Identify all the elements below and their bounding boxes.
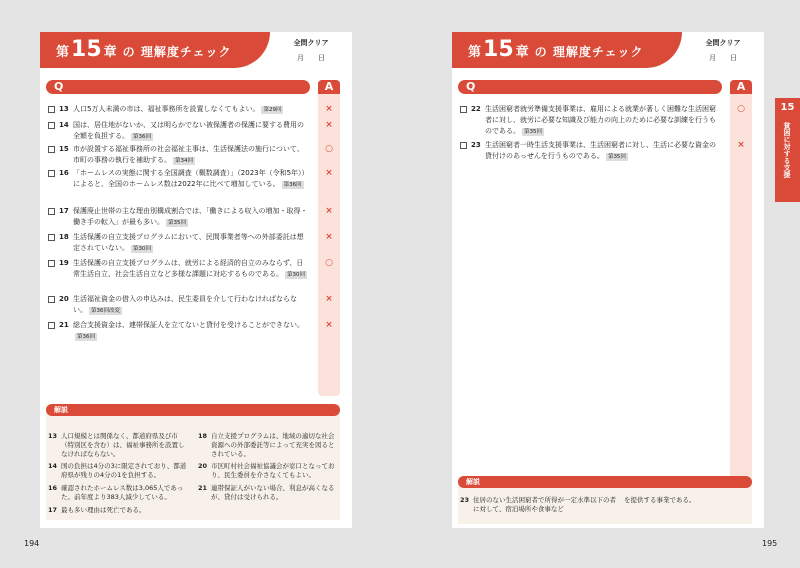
side-tab-label: 貧困に対する支援 [783,122,791,178]
question-text: 生活困窮者就労準備支援事業は、雇用による就業が著しく困難な生活困窮者に対し、就労に必要な知識及び能力の向上のために必要な訓練を行うものである。 [485,105,716,135]
q-label: Q [54,80,64,93]
answer-mark: × [325,104,333,114]
explanation-item [460,496,620,514]
chapter-header [40,32,270,68]
question-number: 19 [59,259,69,267]
question-text: 保護廃止世帯の主な理由別構成割合では、「働きによる収入の増加・取得・働き手の転入」が最も多い。 [73,207,308,226]
explanation-number: 23 [460,496,470,504]
question-text: 「ホームレスの実態に関する全国調査（概数調査）」（2023年（令和5年））によると、全国のホームレス数は2022年に比べて増加している。 [73,169,309,188]
chapter-number: 15 [483,37,514,62]
question-item [460,140,722,162]
checkbox[interactable] [460,106,467,113]
source-badge: 第36回 [133,134,151,140]
chapter-suffix: 章 [515,45,529,60]
source-badge: 第35回 [607,154,626,160]
checkbox[interactable] [48,122,55,129]
question-text: 生活福祉資金の借入の申込みは、民生委員を介して行わなければならない。 [73,295,297,314]
source-badge: 第36回 [283,182,302,188]
month-label: 月 [297,54,304,62]
checkbox[interactable] [460,142,467,149]
question-number: 16 [59,169,69,177]
answer-mark: ○ [325,144,333,154]
day-label: 日 [730,54,737,62]
explanation-item [48,506,188,515]
chapter-side-tab[interactable] [775,98,800,202]
clear-label: 全問クリア [705,39,741,47]
question-number: 20 [59,295,69,303]
question-item [48,232,310,254]
checkbox[interactable] [48,146,55,153]
checkbox[interactable] [48,260,55,267]
a-label: A [730,80,752,94]
source-badge: 第34回 [175,158,193,164]
answer-mark: × [325,320,333,330]
explanation-item-cont [624,496,744,505]
source-badge: 第35回 [524,129,542,135]
checkbox[interactable] [48,234,55,241]
a-label: A [318,80,340,94]
answer-mark: × [325,232,333,242]
explanation-header [46,404,340,416]
answer-mark: × [325,120,333,130]
month-label: 月 [709,54,716,62]
question-number: 13 [59,105,69,113]
question-item [48,294,310,316]
checkbox[interactable] [48,170,55,177]
question-item [48,206,310,228]
question-number: 23 [471,141,481,149]
checkbox[interactable] [48,106,55,113]
question-text: 生活保護の自立支援プログラムにおいて、民間事業者等への外部委託は想定されていない。 [73,233,304,252]
question-text: 総合支援資金は、連帯保証人を立てないと貸付を受けることができない。 [73,321,304,329]
source-badge: 第36回改変 [91,308,120,314]
question-item [460,104,722,137]
explanation-item [198,462,338,480]
answer-mark: ○ [737,104,745,114]
chapter-title [56,37,231,62]
clear-date-box [688,38,758,63]
source-badge: 第29回 [263,107,282,113]
checkbox[interactable] [48,208,55,215]
page-number-right: 195 [762,539,778,548]
side-tab-number: 15 [780,102,795,113]
explanation-text: 住居のない生活困窮者で所得が一定水準以下の者に対して、宿泊場所や食事など [473,496,616,513]
explanation-text: 人口規模とは関係なく、都道府県及び市（特別区を含む）は、福祉事務所を設置しなければならない。 [61,432,185,458]
explanation-text: 自立支援プログラムは、地域の適切な社会資源への外部委託等によって充実を図るとされている。 [211,432,335,458]
explanation-item [48,484,188,502]
question-item [48,120,310,142]
explanation-number: 14 [48,462,58,470]
question-item [48,168,310,190]
question-number: 21 [59,321,69,329]
explanation-text: 確認されたホームレス数は3,065人であった。前年度より383人減少している。 [61,484,184,501]
explanation-item [48,432,188,459]
question-item [48,320,310,342]
explanation-number: 18 [198,432,208,440]
explanation-number: 17 [48,506,58,514]
answer-mark: ○ [325,258,333,268]
source-badge: 第35回 [168,220,186,226]
question-text: 生活保護の自立支援プログラムは、就労による経済的自立のみならず、日常生活自立、社会生活自立など多様な課題に対応するものである。 [73,259,304,278]
chapter-header [452,32,682,68]
question-item [48,104,310,115]
chapter-prefix: 第 [56,45,70,60]
day-label: 日 [318,54,325,62]
question-item [48,258,310,280]
clear-date-box [276,38,346,63]
explanation-number: 13 [48,432,58,440]
explanation-text: 国の負担は4分の3に限定されており、都道府県が残りの4分の1を負担する。 [61,462,187,479]
left-page [40,32,352,528]
question-header [46,80,310,94]
explanation-item [198,484,338,502]
q-label: Q [466,80,476,93]
question-header [458,80,722,94]
explanation-text: 最も多い理由は死亡である。 [61,506,146,514]
chapter-suffix: 章 [103,45,117,60]
question-text: 市が設置する福祉事務所の社会福祉主事は、生活保護法の施行について、市町の事務の執行を補助する。 [73,145,304,164]
explanation-header [458,476,752,488]
explanation-label: 解説 [54,406,68,414]
checkbox[interactable] [48,296,55,303]
chapter-title-text: の 理解度チェック [534,45,644,59]
explanation-number: 20 [198,462,208,470]
source-badge: 第30回 [133,246,151,252]
chapter-prefix: 第 [468,45,482,60]
question-text: 国は、居住地がないか、又は明らかでない被保護者の保護に要する費用の全額を負担する。 [73,121,304,140]
page-number-left: 194 [24,539,40,548]
question-number: 18 [59,233,69,241]
explanation-text: を提供する事業である。 [624,496,696,504]
chapter-title-text: の 理解度チェック [122,45,232,59]
checkbox[interactable] [48,322,55,329]
source-badge: 第30回 [287,272,305,278]
explanation-text: 連帯保証人がいない場合、利息が高くなるが、貸付は受けられる。 [211,484,335,501]
clear-label: 全問クリア [293,39,329,47]
chapter-number: 15 [71,37,102,62]
explanation-item [48,462,188,480]
answer-mark: × [737,140,745,150]
answer-mark: × [325,168,333,178]
answer-mark: × [325,294,333,304]
question-number: 17 [59,207,69,215]
source-badge: 第36回 [77,334,95,340]
explanation-label: 解説 [466,478,480,486]
question-number: 22 [471,105,481,113]
right-page [452,32,764,528]
explanation-number: 16 [48,484,58,492]
question-number: 15 [59,145,69,153]
answer-mark: × [325,206,333,216]
explanation-item [198,432,338,459]
question-text: 生活困窮者一時生活支援事業は、生活困窮者に対し、生活に必要な資金の貸付けのあっせんを行うものである。 [485,141,716,160]
explanation-number: 21 [198,484,208,492]
question-number: 14 [59,121,69,129]
chapter-title [468,37,643,62]
explanation-text: 市区町村社会福祉協議会が窓口となっており、民生委員を介さなくてもよい。 [211,462,335,479]
question-item [48,144,310,166]
question-text: 人口5万人未満の市は、福祉事務所を設置しなくてもよい。 [73,105,260,113]
